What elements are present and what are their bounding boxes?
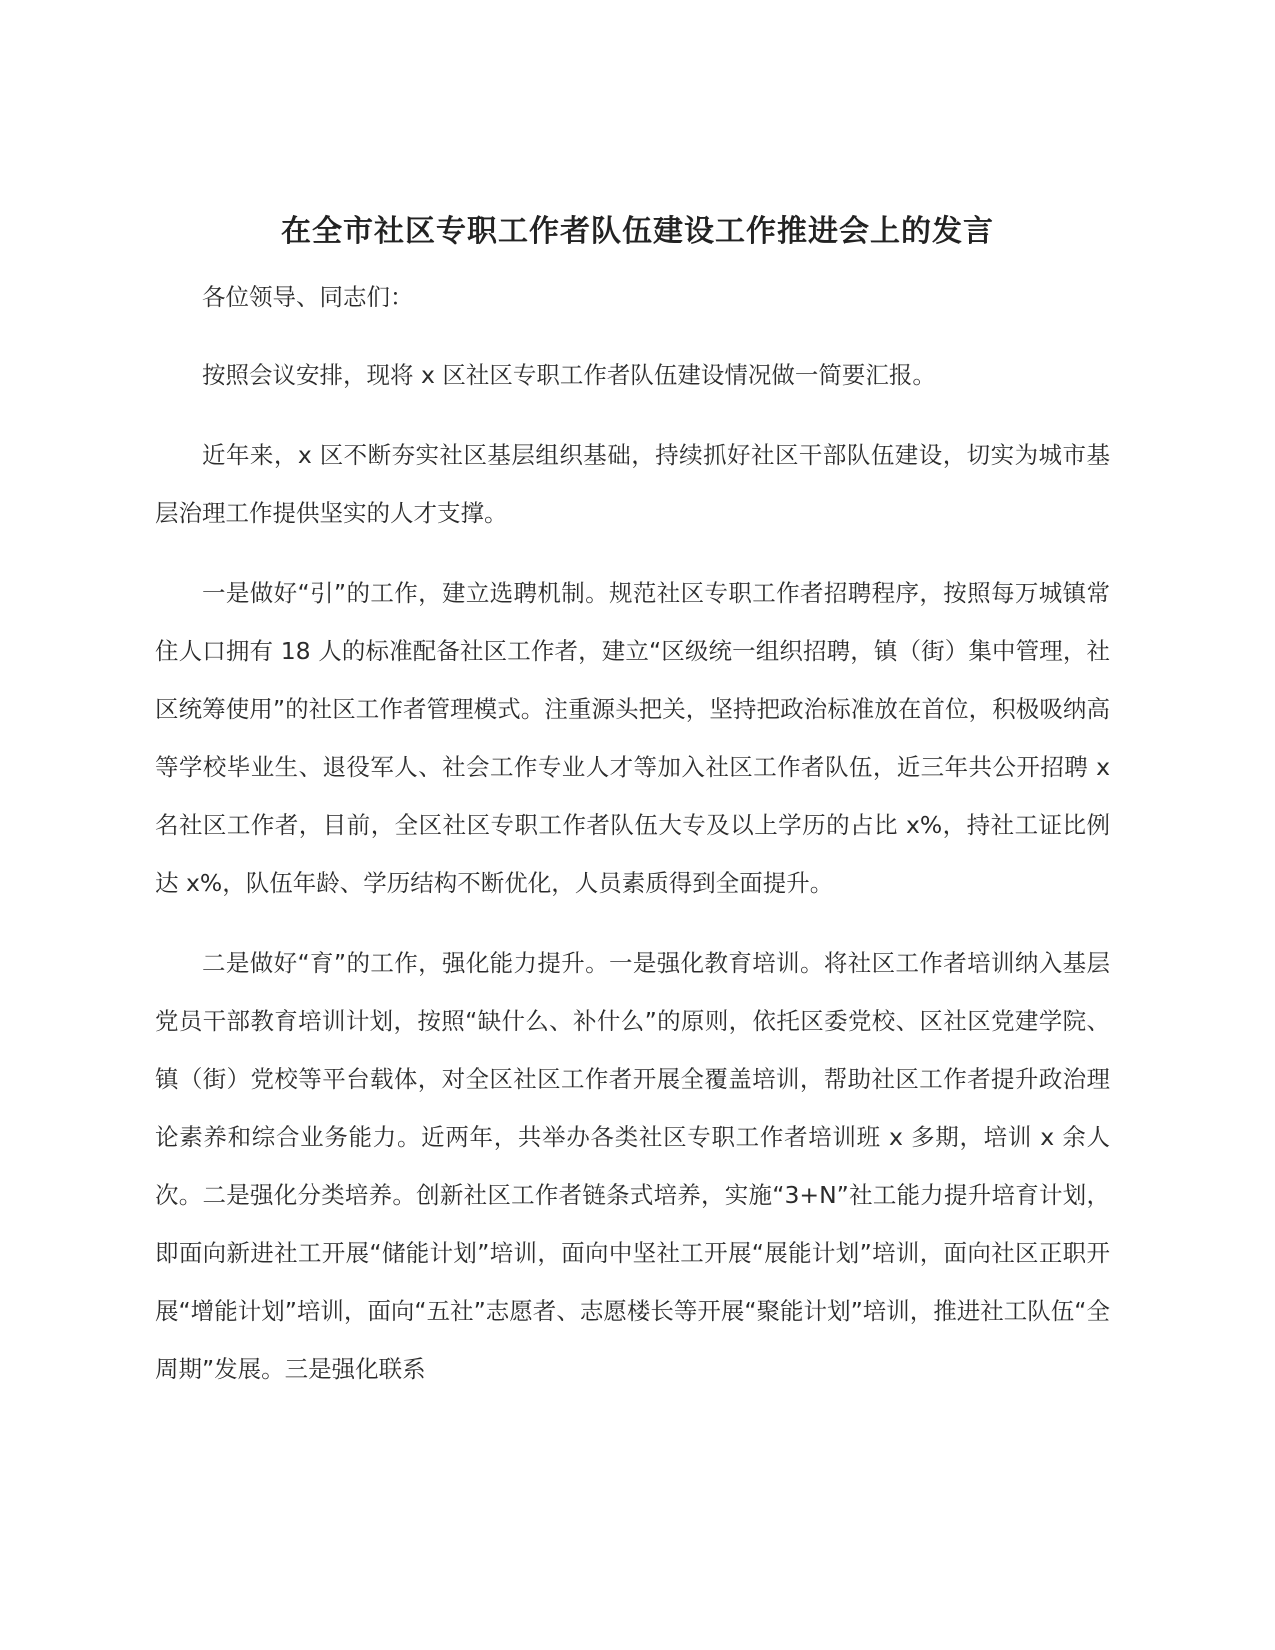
paragraph-salutation: 各位领导、同志们： — [202, 283, 414, 311]
paragraph-intro: 按照会议安排，现将 x 区社区专职工作者队伍建设情况做一简要汇报。 — [202, 361, 936, 389]
paragraph-overview: 近年来，x 区不断夯实社区基层组织基础，持续抓好社区干部队伍建设，切实为城市基层治理工作提供坚实的人才支撑。 — [155, 441, 1110, 527]
document-title: 在全市社区专职工作者队伍建设工作推进会上的发言 — [281, 214, 994, 250]
document-body — [155, 268, 1110, 1420]
paragraph-training: 二是做好“育”的工作，强化能力提升。一是强化教育培训。将社区工作者培训纳入基层党员干部教育培训计划，按照“缺什么、补什么”的原则，依托区委党校、区社区党建学院、镇（街）党校等平台载体，对全区社区工作者开展全覆盖培训，帮助社区工作者提升政治理论素养和综合业务能力。近两年，共举办各类社区专职工作者培训班 x 多期，培训 x 余人次。二是强化分类培养。创新社区工作者链条式培养，实施“3+N”社工能力提升培育计划，即面向新进社工开展“储能计划”培训，面向中坚社工开展“展能计划”培训，面向社区正职开展“增能计划”培训，面向“五社”志愿者、志愿楼长等开展“聚能计划”培训，推进社工队伍“全周期”发展。三是强化联系 — [155, 949, 1110, 1383]
paragraph-recruitment: 一是做好“引”的工作，建立选聘机制。规范社区专职工作者招聘程序，按照每万城镇常住人口拥有 18 人的标准配备社区工作者，建立“区级统一组织招聘，镇（街）集中管理，社区统筹使用”的社区工作者管理模式。注重源头把关，坚持把政治标准放在首位，积极吸纳高等学校毕业生、退役军人、社会工作专业人才等加入社区工作者队伍，近三年共公开招聘 x 名社区工作者，目前，全区社区专职工作者队伍大专及以上学历的占比 x%，持社工证比例达 x%，队伍年龄、学历结构不断优化，人员素质得到全面提升。 — [155, 579, 1110, 897]
